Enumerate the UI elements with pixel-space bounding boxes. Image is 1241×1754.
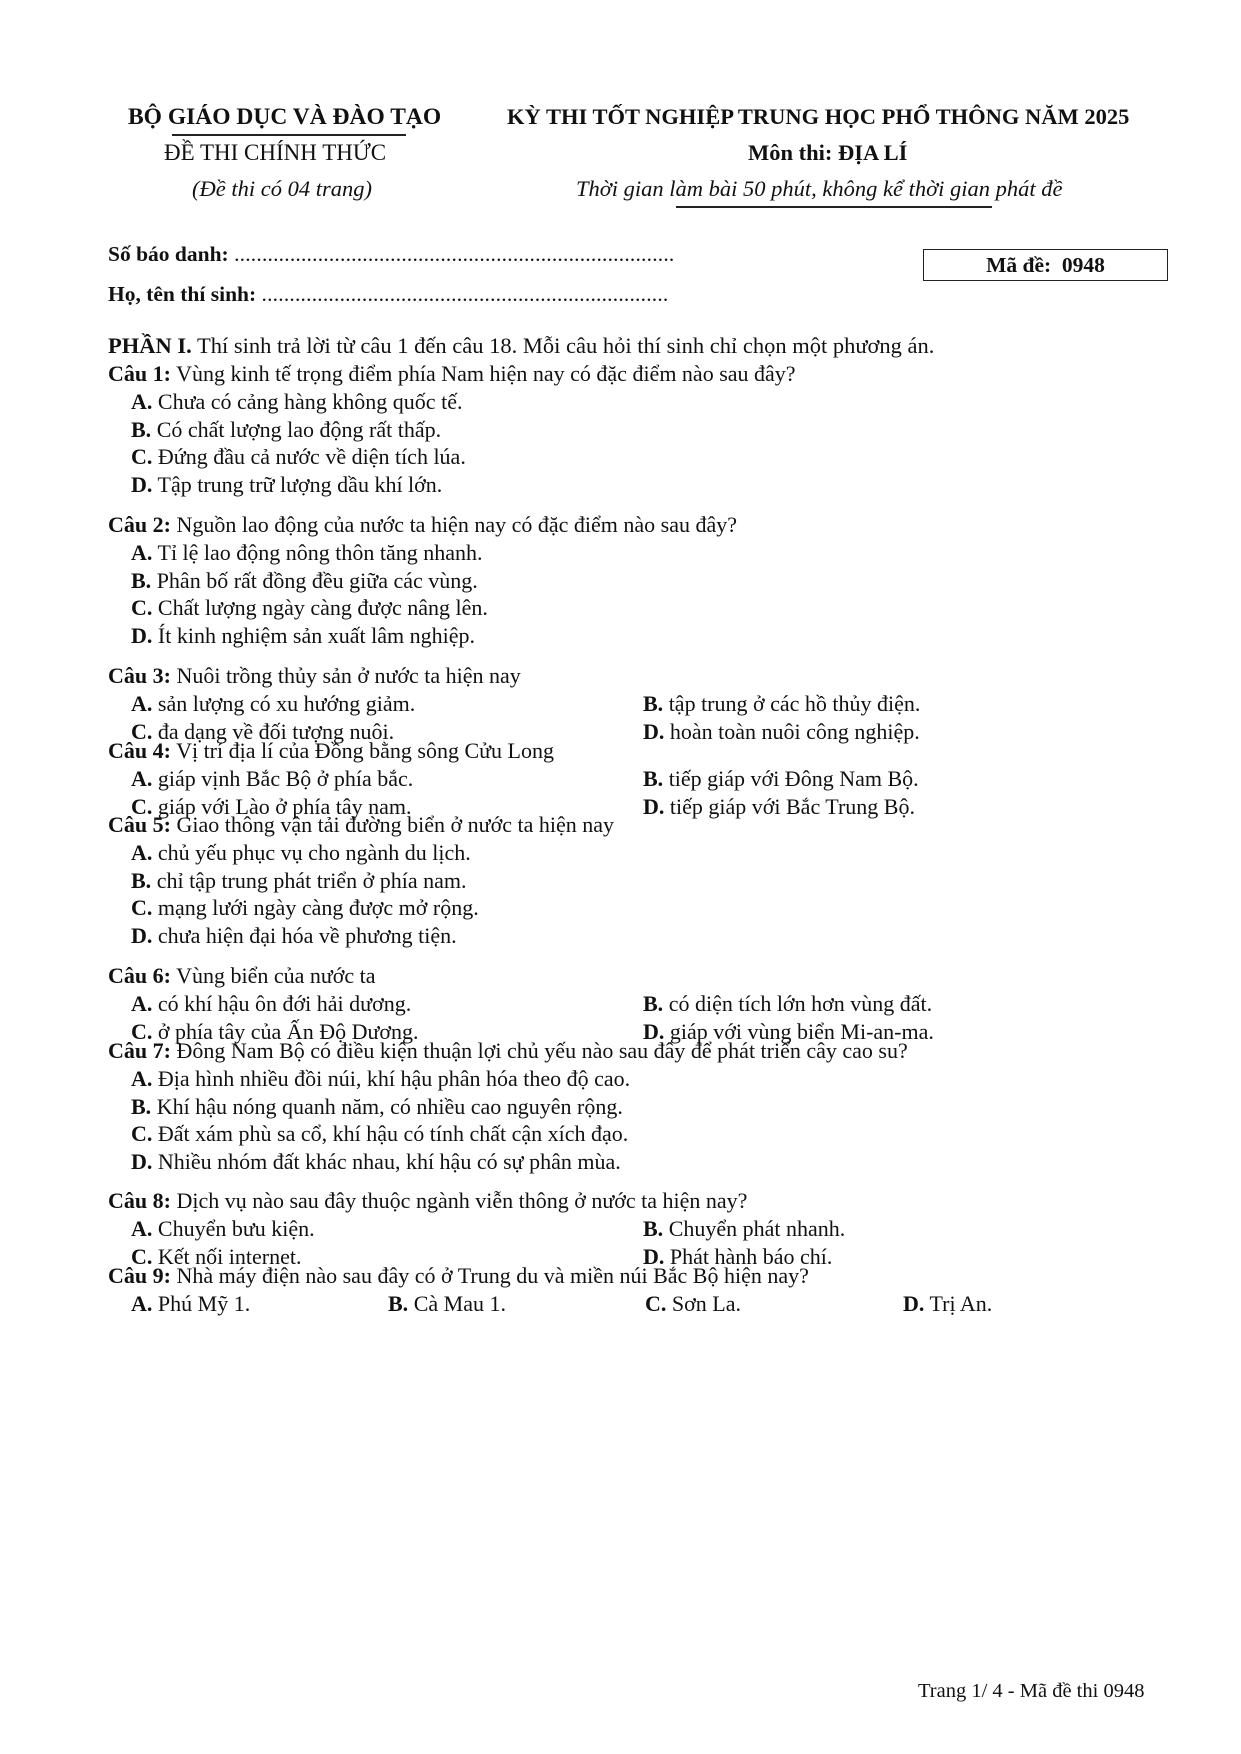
option-text: tập trung ở các hồ thủy điện. bbox=[668, 690, 921, 716]
question-text: Nhà máy điện nào sau đây có ở Trung du và miền núi Bắc Bộ hiện nay? bbox=[176, 1263, 809, 1288]
option-text: Chất lượng ngày càng được nâng lên. bbox=[157, 595, 488, 621]
option-text: có khí hậu ôn đới hải dương. bbox=[157, 990, 412, 1016]
option-letter: D. bbox=[131, 923, 153, 949]
option-a[interactable] bbox=[131, 840, 471, 866]
option-letter: A. bbox=[131, 839, 153, 865]
option-b[interactable] bbox=[131, 1094, 623, 1120]
candidate-name-label: Họ, tên thí sinh: bbox=[108, 282, 257, 306]
option-letter: B. bbox=[643, 765, 664, 791]
option-letter: A. bbox=[131, 1065, 153, 1091]
option-text: Có chất lượng lao động rất thấp. bbox=[156, 416, 442, 442]
exam-title: KỲ THI TỐT NGHIỆP TRUNG HỌC PHỔ THÔNG NĂM 2025 bbox=[507, 104, 1130, 129]
option-letter: A. bbox=[131, 765, 153, 791]
question-text: Đông Nam Bộ có điều kiện thuận lợi chủ yếu nào sau đây để phát triển cây cao su? bbox=[176, 1038, 908, 1063]
part-instruction-text: Thí sinh trả lời từ câu 1 đến câu 18. Mỗi câu hỏi thí sinh chỉ chọn một phương án. bbox=[196, 333, 935, 358]
option-letter: D. bbox=[643, 1018, 665, 1044]
question-8 bbox=[108, 1188, 747, 1214]
option-letter: A. bbox=[131, 690, 153, 716]
option-text: Đất xám phù sa cổ, khí hậu có tính chất cận xích đạo. bbox=[157, 1121, 629, 1147]
option-text: hoàn toàn nuôi công nghiệp. bbox=[669, 718, 920, 744]
candidate-id-field[interactable] bbox=[108, 242, 675, 267]
official-exam-label: ĐỀ THI CHÍNH THỨC bbox=[164, 140, 387, 165]
option-d[interactable] bbox=[643, 719, 920, 745]
option-c[interactable] bbox=[131, 1121, 628, 1147]
option-text: Chuyển bưu kiện. bbox=[157, 1215, 315, 1241]
option-a[interactable] bbox=[131, 1216, 315, 1242]
option-letter: B. bbox=[643, 990, 664, 1016]
exam-time-note: Thời gian làm bài 50 phút, không kể thời gian phát đề bbox=[576, 176, 1063, 201]
option-text: Tập trung trữ lượng dầu khí lớn. bbox=[157, 472, 443, 498]
exam-code-label: Mã đề: bbox=[986, 252, 1052, 277]
exam-subject: Môn thi: ĐỊA LÍ bbox=[748, 140, 908, 165]
question-text: Nguồn lao động của nước ta hiện nay có đặc điểm nào sau đây? bbox=[176, 512, 737, 537]
candidate-name-field[interactable] bbox=[108, 282, 669, 307]
option-d[interactable] bbox=[643, 794, 915, 820]
question-4 bbox=[108, 738, 554, 764]
question-1 bbox=[108, 361, 796, 387]
option-a[interactable] bbox=[131, 540, 483, 566]
question-text: Vị trí địa lí của Đồng bằng sông Cửu Long bbox=[176, 738, 554, 763]
question-text: Vùng biển của nước ta bbox=[176, 963, 376, 988]
option-text: chủ yếu phục vụ cho ngành du lịch. bbox=[157, 839, 471, 865]
option-b[interactable] bbox=[131, 417, 441, 443]
option-letter: A. bbox=[131, 1215, 153, 1241]
option-a[interactable] bbox=[131, 766, 413, 792]
option-letter: D. bbox=[131, 1149, 153, 1175]
option-text: chỉ tập trung phát triển ở phía nam. bbox=[156, 867, 467, 893]
option-a[interactable] bbox=[131, 389, 462, 415]
option-c[interactable] bbox=[131, 444, 466, 470]
option-d[interactable] bbox=[131, 923, 457, 949]
option-letter: D. bbox=[643, 1243, 665, 1269]
option-text: có diện tích lớn hơn vùng đất. bbox=[668, 990, 933, 1016]
option-letter: C. bbox=[131, 595, 153, 621]
option-letter: C. bbox=[645, 1290, 667, 1316]
option-a[interactable] bbox=[131, 691, 415, 717]
option-letter: B. bbox=[643, 690, 664, 716]
option-text: Kết nối internet. bbox=[157, 1243, 302, 1269]
option-d[interactable] bbox=[131, 1149, 621, 1175]
option-b[interactable] bbox=[388, 1291, 506, 1317]
question-text: Giao thông vận tải đường biển ở nước ta hiện nay bbox=[176, 812, 614, 837]
option-letter: A. bbox=[131, 539, 153, 565]
option-text: đa dạng về đối tượng nuôi. bbox=[157, 718, 395, 744]
option-a[interactable] bbox=[131, 1291, 250, 1317]
option-text: Phân bố rất đồng đều giữa các vùng. bbox=[156, 567, 478, 593]
option-text: Tỉ lệ lao động nông thôn tăng nhanh. bbox=[157, 539, 483, 565]
question-6 bbox=[108, 963, 376, 989]
option-letter: B. bbox=[643, 1215, 664, 1241]
option-letter: B. bbox=[131, 867, 152, 893]
option-letter: C. bbox=[131, 718, 153, 744]
question-number: Câu 2: bbox=[108, 512, 171, 537]
option-letter: C. bbox=[131, 895, 153, 921]
question-5 bbox=[108, 812, 614, 838]
option-text: chưa hiện đại hóa về phương tiện. bbox=[157, 923, 457, 949]
option-text: tiếp giáp với Bắc Trung Bộ. bbox=[669, 793, 915, 819]
option-letter: C. bbox=[131, 793, 153, 819]
option-text: Phát hành báo chí. bbox=[669, 1243, 833, 1269]
option-text: Địa hình nhiều đồi núi, khí hậu phân hóa theo độ cao. bbox=[157, 1065, 631, 1091]
option-letter: D. bbox=[131, 623, 153, 649]
option-text: giáp với vùng biển Mi-an-ma. bbox=[669, 1018, 934, 1044]
question-number: Câu 9: bbox=[108, 1263, 171, 1288]
question-text: Dịch vụ nào sau đây thuộc ngành viễn thông ở nước ta hiện nay? bbox=[176, 1188, 748, 1213]
candidate-name-blank[interactable]: ......................................................................... bbox=[261, 282, 669, 306]
option-text: mạng lưới ngày càng được mở rộng. bbox=[157, 895, 479, 921]
option-letter: B. bbox=[131, 416, 152, 442]
question-3 bbox=[108, 663, 521, 689]
option-letter: C. bbox=[131, 1121, 153, 1147]
option-d[interactable] bbox=[131, 472, 442, 498]
option-text: Nhiều nhóm đất khác nhau, khí hậu có sự phân mùa. bbox=[157, 1149, 621, 1175]
option-text: giáp vịnh Bắc Bộ ở phía bắc. bbox=[157, 765, 414, 791]
page-count-note: (Đề thi có 04 trang) bbox=[192, 176, 372, 201]
question-text: Vùng kinh tế trọng điểm phía Nam hiện nay có đặc điểm nào sau đây? bbox=[176, 361, 796, 386]
option-text: ở phía tây của Ấn Độ Dương. bbox=[157, 1018, 419, 1044]
option-letter: B. bbox=[131, 567, 152, 593]
exam-code-value: 0948 bbox=[1061, 252, 1105, 277]
candidate-id-blank[interactable]: ............................................................................... bbox=[234, 242, 675, 266]
option-b[interactable] bbox=[643, 766, 919, 792]
option-text: Cà Mau 1. bbox=[413, 1290, 506, 1316]
option-text: giáp với Lào ở phía tây nam. bbox=[157, 793, 412, 819]
part-instruction bbox=[108, 333, 934, 359]
option-text: sản lượng có xu hướng giảm. bbox=[157, 690, 416, 716]
question-text: Nuôi trồng thủy sản ở nước ta hiện nay bbox=[176, 663, 521, 688]
option-letter: D. bbox=[643, 718, 665, 744]
option-letter: D. bbox=[131, 472, 153, 498]
option-letter: A. bbox=[131, 388, 153, 414]
option-letter: A. bbox=[131, 1290, 153, 1316]
option-a[interactable] bbox=[131, 1066, 630, 1092]
option-text: Ít kinh nghiệm sản xuất lâm nghiệp. bbox=[157, 623, 475, 649]
option-letter: B. bbox=[131, 1093, 152, 1119]
option-c[interactable] bbox=[131, 595, 488, 621]
question-number: Câu 3: bbox=[108, 663, 171, 688]
candidate-id-label: Số báo danh: bbox=[108, 242, 229, 266]
option-letter: C. bbox=[131, 1018, 153, 1044]
option-text: Chuyển phát nhanh. bbox=[668, 1215, 846, 1241]
question-7 bbox=[108, 1038, 908, 1064]
ministry-underline bbox=[172, 134, 406, 136]
option-c[interactable] bbox=[131, 895, 479, 921]
question-number: Câu 7: bbox=[108, 1038, 171, 1063]
option-c[interactable] bbox=[645, 1291, 741, 1317]
part-label: PHẦN I. bbox=[108, 333, 192, 358]
question-number: Câu 8: bbox=[108, 1188, 171, 1213]
option-letter: D. bbox=[903, 1290, 925, 1316]
page-footer: Trang 1/ 4 - Mã đề thi 0948 bbox=[918, 1680, 1145, 1702]
question-number: Câu 6: bbox=[108, 963, 171, 988]
option-text: Phú Mỹ 1. bbox=[157, 1290, 251, 1316]
option-text: Chưa có cảng hàng không quốc tế. bbox=[157, 388, 463, 414]
option-b[interactable] bbox=[643, 691, 920, 717]
option-b[interactable] bbox=[643, 1216, 845, 1242]
question-number: Câu 4: bbox=[108, 738, 171, 763]
option-a[interactable] bbox=[131, 991, 411, 1017]
option-letter: A. bbox=[131, 990, 153, 1016]
question-9 bbox=[108, 1263, 809, 1289]
ministry-name: BỘ GIÁO DỤC VÀ ĐÀO TẠO bbox=[128, 104, 442, 130]
option-letter: C. bbox=[131, 1243, 153, 1269]
option-text: tiếp giáp với Đông Nam Bộ. bbox=[668, 765, 919, 791]
question-number: Câu 1: bbox=[108, 361, 171, 386]
option-d[interactable] bbox=[903, 1291, 992, 1317]
option-letter: C. bbox=[131, 444, 153, 470]
time-note-underline bbox=[676, 206, 992, 208]
option-d[interactable] bbox=[131, 623, 475, 649]
option-text: Đứng đầu cả nước về diện tích lúa. bbox=[157, 444, 466, 470]
option-text: Trị An. bbox=[929, 1290, 993, 1316]
option-letter: D. bbox=[643, 793, 665, 819]
option-b[interactable] bbox=[643, 991, 932, 1017]
option-text: Khí hậu nóng quanh năm, có nhiều cao nguyên rộng. bbox=[156, 1093, 623, 1119]
option-b[interactable] bbox=[131, 868, 466, 894]
question-number: Câu 5: bbox=[108, 812, 171, 837]
exam-code-box bbox=[923, 249, 1168, 281]
question-2 bbox=[108, 512, 737, 538]
option-text: Sơn La. bbox=[671, 1290, 741, 1316]
option-letter: B. bbox=[388, 1290, 409, 1316]
option-b[interactable] bbox=[131, 568, 478, 594]
